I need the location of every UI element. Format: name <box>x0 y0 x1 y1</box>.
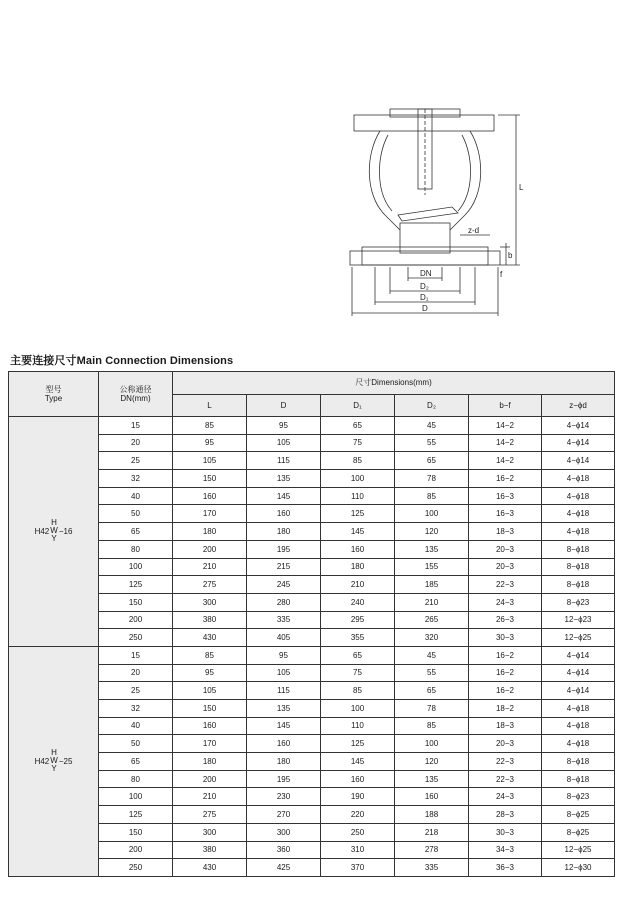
table-cell: 278 <box>395 841 469 859</box>
table-cell: 215 <box>247 558 321 576</box>
table-cell: 55 <box>395 434 469 452</box>
table-cell: 100 <box>321 700 395 718</box>
table-cell: 220 <box>321 806 395 824</box>
model-cell <box>9 417 99 647</box>
table-cell: 8−ϕ18 <box>542 770 615 788</box>
table-cell: 180 <box>321 558 395 576</box>
table-cell: 200 <box>173 540 247 558</box>
table-cell: 160 <box>173 487 247 505</box>
table-cell: 4−ϕ14 <box>542 664 615 682</box>
table-cell: 125 <box>99 806 173 824</box>
table-cell: 160 <box>247 505 321 523</box>
label-dn: DN <box>420 269 432 278</box>
table-cell: 16−2 <box>469 470 542 488</box>
table-cell: 16−2 <box>469 664 542 682</box>
label-d: D <box>422 304 428 313</box>
table-row <box>9 770 615 788</box>
table-cell: 8−ϕ23 <box>542 788 615 806</box>
table-cell: 195 <box>247 770 321 788</box>
table-cell: 16−2 <box>469 682 542 700</box>
table-cell: 300 <box>173 593 247 611</box>
table-row <box>9 505 615 523</box>
table-cell: 150 <box>173 470 247 488</box>
table-cell: 20−3 <box>469 735 542 753</box>
table-cell: 4−ϕ18 <box>542 505 615 523</box>
table-cell: 145 <box>247 717 321 735</box>
table-row <box>9 841 615 859</box>
table-cell: 100 <box>99 558 173 576</box>
model-bottom: Y <box>51 534 57 544</box>
table-cell: 135 <box>247 470 321 488</box>
model-top: H <box>51 518 57 528</box>
dn-header-cn: 公称通径 <box>119 384 152 394</box>
table-cell: 135 <box>247 700 321 718</box>
bottom-flange <box>362 247 488 265</box>
table-cell: 110 <box>321 487 395 505</box>
column-header: D <box>247 395 321 417</box>
table-cell: 310 <box>321 841 395 859</box>
table-cell: 45 <box>395 417 469 435</box>
table-cell: 20 <box>99 434 173 452</box>
table-cell: 180 <box>247 753 321 771</box>
table-cell: 135 <box>395 770 469 788</box>
table-cell: 8−ϕ18 <box>542 558 615 576</box>
table-cell: 25 <box>99 682 173 700</box>
table-cell: 15 <box>99 646 173 664</box>
table-cell: 40 <box>99 717 173 735</box>
table-row <box>9 700 615 718</box>
dimensions-table <box>8 371 615 877</box>
table-cell: 95 <box>247 417 321 435</box>
table-cell: 200 <box>99 841 173 859</box>
table-cell: 170 <box>173 735 247 753</box>
table-cell: 12−ϕ25 <box>542 629 615 647</box>
table-row <box>9 823 615 841</box>
table-cell: 8−ϕ25 <box>542 823 615 841</box>
table-cell: 45 <box>395 646 469 664</box>
table-cell: 85 <box>173 417 247 435</box>
table-cell: 180 <box>173 523 247 541</box>
table-cell: 95 <box>173 434 247 452</box>
table-cell: 20 <box>99 664 173 682</box>
table-cell: 335 <box>247 611 321 629</box>
table-cell: 18−2 <box>469 700 542 718</box>
table-cell: 24−3 <box>469 788 542 806</box>
table-cell: 32 <box>99 700 173 718</box>
table-cell: 50 <box>99 505 173 523</box>
table-cell: 115 <box>247 452 321 470</box>
table-row <box>9 452 615 470</box>
column-header: D₂ <box>395 395 469 417</box>
label-b: b <box>508 251 513 260</box>
table-cell: 190 <box>321 788 395 806</box>
table-cell: 22−3 <box>469 576 542 594</box>
table-cell: 100 <box>395 505 469 523</box>
table-cell: 75 <box>321 434 395 452</box>
table-cell: 210 <box>173 558 247 576</box>
table-cell: 24−3 <box>469 593 542 611</box>
table-cell: 55 <box>395 664 469 682</box>
dn-header-en: DN(mm) <box>120 394 151 403</box>
table-cell: 14−2 <box>469 417 542 435</box>
type-header <box>9 372 99 417</box>
table-cell: 430 <box>173 629 247 647</box>
table-cell: 32 <box>99 470 173 488</box>
model-prefix: H42 <box>34 526 50 536</box>
table-row <box>9 558 615 576</box>
label-d1: D₁ <box>420 293 429 302</box>
table-cell: 4−ϕ18 <box>542 487 615 505</box>
table-cell: 200 <box>99 611 173 629</box>
model-suffix: −25 <box>58 756 73 766</box>
table-cell: 145 <box>321 753 395 771</box>
table-row <box>9 540 615 558</box>
table-cell: 145 <box>321 523 395 541</box>
table-cell: 100 <box>395 735 469 753</box>
table-cell: 22−3 <box>469 770 542 788</box>
table-cell: 275 <box>173 806 247 824</box>
table-cell: 250 <box>99 859 173 877</box>
table-cell: 250 <box>321 823 395 841</box>
table-cell: 12−ϕ23 <box>542 611 615 629</box>
table-cell: 85 <box>395 487 469 505</box>
dimensions-header: 尺寸Dimensions(mm) <box>173 372 615 395</box>
table-cell: 65 <box>395 452 469 470</box>
table-cell: 125 <box>321 735 395 753</box>
table-cell: 430 <box>173 859 247 877</box>
table-cell: 180 <box>173 753 247 771</box>
table-row <box>9 735 615 753</box>
label-l: L <box>519 183 524 192</box>
table-cell: 195 <box>247 540 321 558</box>
table-cell: 180 <box>247 523 321 541</box>
table-cell: 170 <box>173 505 247 523</box>
model-mid: W <box>50 526 58 536</box>
table-cell: 4−ϕ18 <box>542 700 615 718</box>
table-cell: 265 <box>395 611 469 629</box>
table-cell: 295 <box>321 611 395 629</box>
table-cell: 210 <box>395 593 469 611</box>
table-cell: 75 <box>321 664 395 682</box>
table-cell: 4−ϕ14 <box>542 682 615 700</box>
table-row <box>9 576 615 594</box>
table-cell: 275 <box>173 576 247 594</box>
table-cell: 280 <box>247 593 321 611</box>
table-cell: 405 <box>247 629 321 647</box>
table-cell: 160 <box>321 540 395 558</box>
table-cell: 85 <box>321 682 395 700</box>
table-cell: 100 <box>99 788 173 806</box>
model-top: H <box>51 748 57 758</box>
table-cell: 125 <box>321 505 395 523</box>
table-cell: 15 <box>99 417 173 435</box>
column-header: L <box>173 395 247 417</box>
table-cell: 4−ϕ14 <box>542 646 615 664</box>
table-cell: 28−3 <box>469 806 542 824</box>
table-cell: 125 <box>99 576 173 594</box>
table-cell: 85 <box>173 646 247 664</box>
table-row <box>9 434 615 452</box>
table-cell: 4−ϕ18 <box>542 470 615 488</box>
table-cell: 85 <box>395 717 469 735</box>
table-cell: 30−3 <box>469 823 542 841</box>
table-cell: 230 <box>247 788 321 806</box>
column-header: z−ϕd <box>542 395 615 417</box>
table-cell: 120 <box>395 523 469 541</box>
table-cell: 12−ϕ25 <box>542 841 615 859</box>
table-cell: 34−3 <box>469 841 542 859</box>
table-cell: 115 <box>247 682 321 700</box>
table-cell: 160 <box>395 788 469 806</box>
table-cell: 95 <box>247 646 321 664</box>
table-cell: 40 <box>99 487 173 505</box>
table-cell: 85 <box>321 452 395 470</box>
table-cell: 240 <box>321 593 395 611</box>
table-cell: 65 <box>321 646 395 664</box>
table-cell: 360 <box>247 841 321 859</box>
table-cell: 25 <box>99 452 173 470</box>
section-title: 主要连接尺寸Main Connection Dimensions <box>10 355 234 367</box>
table-cell: 18−3 <box>469 717 542 735</box>
table-row <box>9 629 615 647</box>
table-cell: 150 <box>173 700 247 718</box>
table-cell: 100 <box>321 470 395 488</box>
table-cell: 210 <box>173 788 247 806</box>
table-cell: 80 <box>99 770 173 788</box>
table-cell: 250 <box>99 629 173 647</box>
table-cell: 4−ϕ14 <box>542 452 615 470</box>
table-cell: 14−2 <box>469 452 542 470</box>
table-cell: 105 <box>247 664 321 682</box>
table-cell: 4−ϕ18 <box>542 717 615 735</box>
table-cell: 320 <box>395 629 469 647</box>
table-cell: 105 <box>173 452 247 470</box>
table-cell: 20−3 <box>469 540 542 558</box>
table-cell: 65 <box>395 682 469 700</box>
table-cell: 78 <box>395 700 469 718</box>
table-row <box>9 487 615 505</box>
table-cell: 135 <box>395 540 469 558</box>
table-cell: 8−ϕ23 <box>542 593 615 611</box>
table-cell: 160 <box>247 735 321 753</box>
model-cell <box>9 646 99 876</box>
table-cell: 65 <box>99 753 173 771</box>
table-cell: 150 <box>99 823 173 841</box>
table-cell: 218 <box>395 823 469 841</box>
table-cell: 12−ϕ30 <box>542 859 615 877</box>
table-cell: 95 <box>173 664 247 682</box>
table-cell: 210 <box>321 576 395 594</box>
table-cell: 105 <box>247 434 321 452</box>
table-row <box>9 753 615 771</box>
table-cell: 300 <box>173 823 247 841</box>
column-header: D₁ <box>321 395 395 417</box>
type-header-cn: 型号 <box>45 384 62 394</box>
dn-header <box>99 372 173 417</box>
table-cell: 30−3 <box>469 629 542 647</box>
table-cell: 8−ϕ18 <box>542 576 615 594</box>
table-cell: 26−3 <box>469 611 542 629</box>
table-cell: 425 <box>247 859 321 877</box>
table-row <box>9 646 615 664</box>
table-cell: 4−ϕ14 <box>542 434 615 452</box>
table-cell: 65 <box>99 523 173 541</box>
table-row <box>9 417 615 435</box>
label-zd: z-d <box>468 226 480 235</box>
column-header: b−f <box>469 395 542 417</box>
table-row <box>9 682 615 700</box>
table-cell: 16−2 <box>469 646 542 664</box>
table-row <box>9 859 615 877</box>
top-flange <box>354 115 494 131</box>
table-cell: 22−3 <box>469 753 542 771</box>
table-row <box>9 593 615 611</box>
table-cell: 188 <box>395 806 469 824</box>
table-cell: 50 <box>99 735 173 753</box>
table-cell: 16−3 <box>469 487 542 505</box>
table-cell: 160 <box>321 770 395 788</box>
type-header-en: Type <box>44 394 63 403</box>
table-cell: 155 <box>395 558 469 576</box>
table-row <box>9 806 615 824</box>
model-mid: W <box>50 756 58 766</box>
model-prefix: H42 <box>34 756 50 766</box>
table-row <box>9 788 615 806</box>
table-cell: 65 <box>321 417 395 435</box>
table-row <box>9 664 615 682</box>
table-cell: 185 <box>395 576 469 594</box>
table-cell: 4−ϕ14 <box>542 417 615 435</box>
table-cell: 18−3 <box>469 523 542 541</box>
model-suffix: −16 <box>58 526 73 536</box>
table-cell: 105 <box>173 682 247 700</box>
table-cell: 355 <box>321 629 395 647</box>
table-cell: 8−ϕ18 <box>542 753 615 771</box>
table-cell: 380 <box>173 841 247 859</box>
table-row <box>9 470 615 488</box>
table-cell: 380 <box>173 611 247 629</box>
table-row <box>9 717 615 735</box>
table-row <box>9 611 615 629</box>
table-cell: 145 <box>247 487 321 505</box>
table-cell: 200 <box>173 770 247 788</box>
table-cell: 120 <box>395 753 469 771</box>
table-row <box>9 523 615 541</box>
table-cell: 36−3 <box>469 859 542 877</box>
table-cell: 110 <box>321 717 395 735</box>
table-cell: 150 <box>99 593 173 611</box>
table-cell: 20−3 <box>469 558 542 576</box>
table-cell: 8−ϕ18 <box>542 540 615 558</box>
table-cell: 270 <box>247 806 321 824</box>
table-cell: 8−ϕ25 <box>542 806 615 824</box>
table-cell: 14−2 <box>469 434 542 452</box>
label-d2: D₂ <box>420 282 429 291</box>
table-cell: 300 <box>247 823 321 841</box>
label-f: f <box>500 270 503 279</box>
table-cell: 78 <box>395 470 469 488</box>
table-cell: 80 <box>99 540 173 558</box>
table-cell: 160 <box>173 717 247 735</box>
table-cell: 4−ϕ18 <box>542 523 615 541</box>
table-cell: 335 <box>395 859 469 877</box>
table-cell: 370 <box>321 859 395 877</box>
table-cell: 4−ϕ18 <box>542 735 615 753</box>
table-cell: 16−3 <box>469 505 542 523</box>
model-bottom: Y <box>51 764 57 774</box>
table-cell: 245 <box>247 576 321 594</box>
valve-drawing <box>340 95 540 325</box>
